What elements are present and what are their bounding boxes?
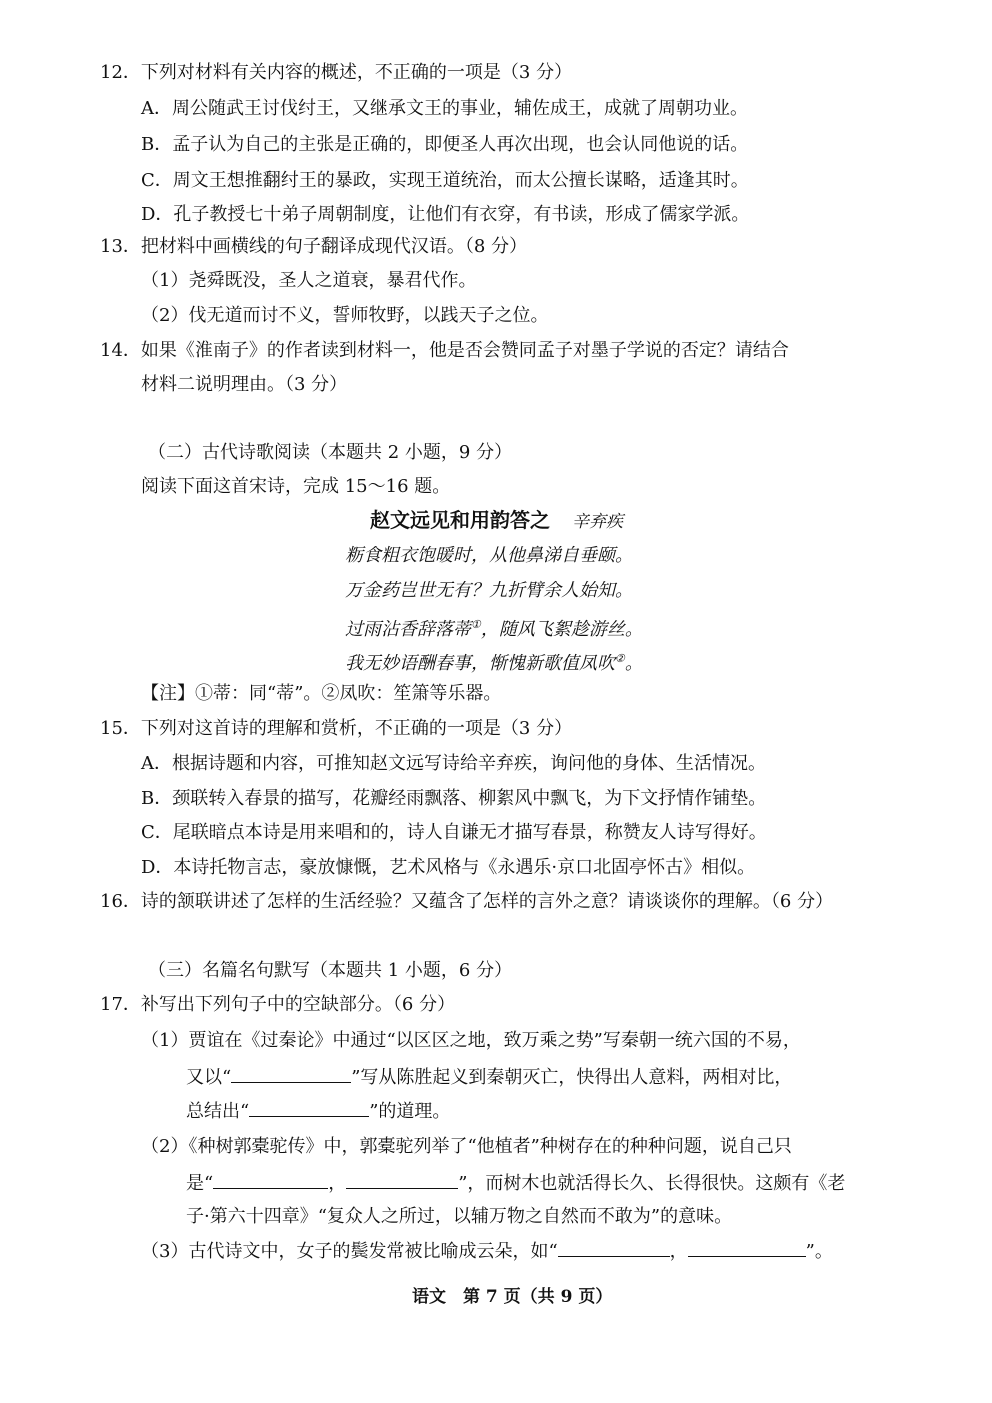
q12-option-c: C．周文王想推翻纣王的暴政，实现王道统治，而太公擅长谋略，适逢其时。 <box>141 170 749 191</box>
q17-p1-text-d: ”的道理。 <box>369 1101 451 1122</box>
q12-option-b: B．孟子认为自己的主张是正确的，即便圣人再次出现，也会认同他说的话。 <box>141 134 749 155</box>
q17-p3-text-a: （3）古代诗文中，女子的鬓发常被比喻成云朵，如“ <box>141 1241 558 1262</box>
section-3-heading: （三）名篇名句默写（本题共 1 小题，6 分） <box>148 960 513 981</box>
q12-option-d: D．孔子教授七十弟子周朝制度，让他们有衣穿，有书读，形成了儒家学派。 <box>141 204 750 225</box>
q12-option-a: A．周公随武王讨伐纣王，又继承文王的事业，辅佐成王，成就了周朝功业。 <box>141 98 748 119</box>
q17-p1-line-2 <box>186 1066 792 1089</box>
poem-line-3a: 过雨沾香辞落蒂 <box>345 619 471 640</box>
poem-line-4 <box>345 648 643 675</box>
q14-line-2: 材料二说明理由。（3 分） <box>141 374 348 395</box>
q17-p2-line-2 <box>186 1172 845 1195</box>
answer-blank-3[interactable] <box>213 1172 328 1189</box>
answer-blank-5[interactable] <box>558 1240 670 1257</box>
q17-stem: 17．补写出下列句子中的空缺部分。（6 分） <box>100 994 456 1015</box>
q16-stem: 16．诗的颔联讲述了怎样的生活经验？又蕴含了怎样的言外之意？请谈谈你的理解。（6 分） <box>100 891 834 912</box>
q17-p1-text-a: 又以“ <box>186 1067 232 1088</box>
section-2-heading: （二）古代诗歌阅读（本题共 2 小题，9 分） <box>148 442 513 463</box>
q15-stem: 15．下列对这首诗的理解和赏析，不正确的一项是（3 分） <box>100 718 573 739</box>
poem-heading <box>370 509 623 533</box>
poem-line-4b: 。 <box>624 653 643 674</box>
q17-p3-line <box>141 1240 833 1263</box>
answer-blank-6[interactable] <box>688 1240 806 1257</box>
q17-p1-text-c: 总结出“ <box>186 1101 250 1122</box>
q12-stem: 12．下列对材料有关内容的概述，不正确的一项是（3 分） <box>100 62 573 83</box>
q17-p2-text-c: ”，而树木也就活得长久、长得很快。这颇有《老 <box>458 1173 846 1194</box>
q17-p2-line-3: 子·第六十四章》“复众人之所过，以辅万物之自然而不敢为”的意味。 <box>186 1206 733 1227</box>
poem-author: 辛弃疾 <box>572 512 623 532</box>
q17-p2-text-b: ， <box>328 1173 347 1194</box>
poem-line-3 <box>345 614 643 641</box>
poem-line-3b: ，随风飞絮趁游丝。 <box>480 619 643 640</box>
footnote-mark-2: ② <box>615 652 625 665</box>
poem-title: 赵文远见和用韵答之 <box>370 508 550 532</box>
q17-p3-text-c: ”。 <box>805 1241 833 1262</box>
poem-note: 【注】①蒂：同“蒂”。②凤吹：笙箫等乐器。 <box>141 683 502 704</box>
q17-p1-text-b: ”写从陈胜起义到秦朝灭亡，快得出人意料，两相对比， <box>351 1067 793 1088</box>
q13-sentence-1: （1）尧舜既没，圣人之道衰，暴君代作。 <box>141 270 477 291</box>
footnote-mark-1: ① <box>471 618 481 631</box>
poem-line-2: 万金药岂世无有？九折臂余人始知。 <box>345 580 633 601</box>
answer-blank-2[interactable] <box>249 1100 369 1117</box>
answer-blank-4[interactable] <box>346 1172 458 1189</box>
q14-line-1: 14．如果《淮南子》的作者读到材料一，他是否会赞同孟子对墨子学说的否定？请结合 <box>100 340 789 361</box>
poem-line-1: 粝食粗衣饱暖时，从他鼻涕自垂颐。 <box>345 545 633 566</box>
answer-blank-1[interactable] <box>231 1066 351 1083</box>
section-2-intro: 阅读下面这首宋诗，完成 15～16 题。 <box>141 476 451 497</box>
q17-p2-text-a: 是“ <box>186 1173 214 1194</box>
q17-p3-text-b: ， <box>669 1241 688 1262</box>
q17-p2-line-1: （2）《种树郭橐驼传》中，郭橐驼列举了“他植者”种树存在的种种问题，说自己只 <box>141 1136 792 1157</box>
page-footer: 语文 第 7 页（共 9 页） <box>412 1287 613 1307</box>
q13-sentence-2: （2）伐无道而讨不义，誓师牧野，以践天子之位。 <box>141 305 549 326</box>
q15-option-a: A．根据诗题和内容，可推知赵文远写诗给辛弃疾，询问他的身体、生活情况。 <box>141 753 766 774</box>
q13-stem: 13．把材料中画横线的句子翻译成现代汉语。（8 分） <box>100 236 528 257</box>
q17-p1-line-1: （1）贾谊在《过秦论》中通过“以区区之地，致万乘之势”写秦朝一统六国的不易， <box>141 1030 801 1051</box>
poem-line-4a: 我无妙语酬春事，惭愧新歌值凤吹 <box>345 653 615 674</box>
q15-option-b: B．颈联转入春景的描写，花瓣经雨飘落、柳絮风中飘飞，为下文抒情作铺垫。 <box>141 788 767 809</box>
q15-option-d: D．本诗托物言志，豪放慷慨，艺术风格与《永遇乐·京口北固亭怀古》相似。 <box>141 857 756 878</box>
q15-option-c: C．尾联暗点本诗是用来唱和的，诗人自谦无才描写春景，称赞友人诗写得好。 <box>141 822 767 843</box>
q17-p1-line-3 <box>186 1100 450 1123</box>
